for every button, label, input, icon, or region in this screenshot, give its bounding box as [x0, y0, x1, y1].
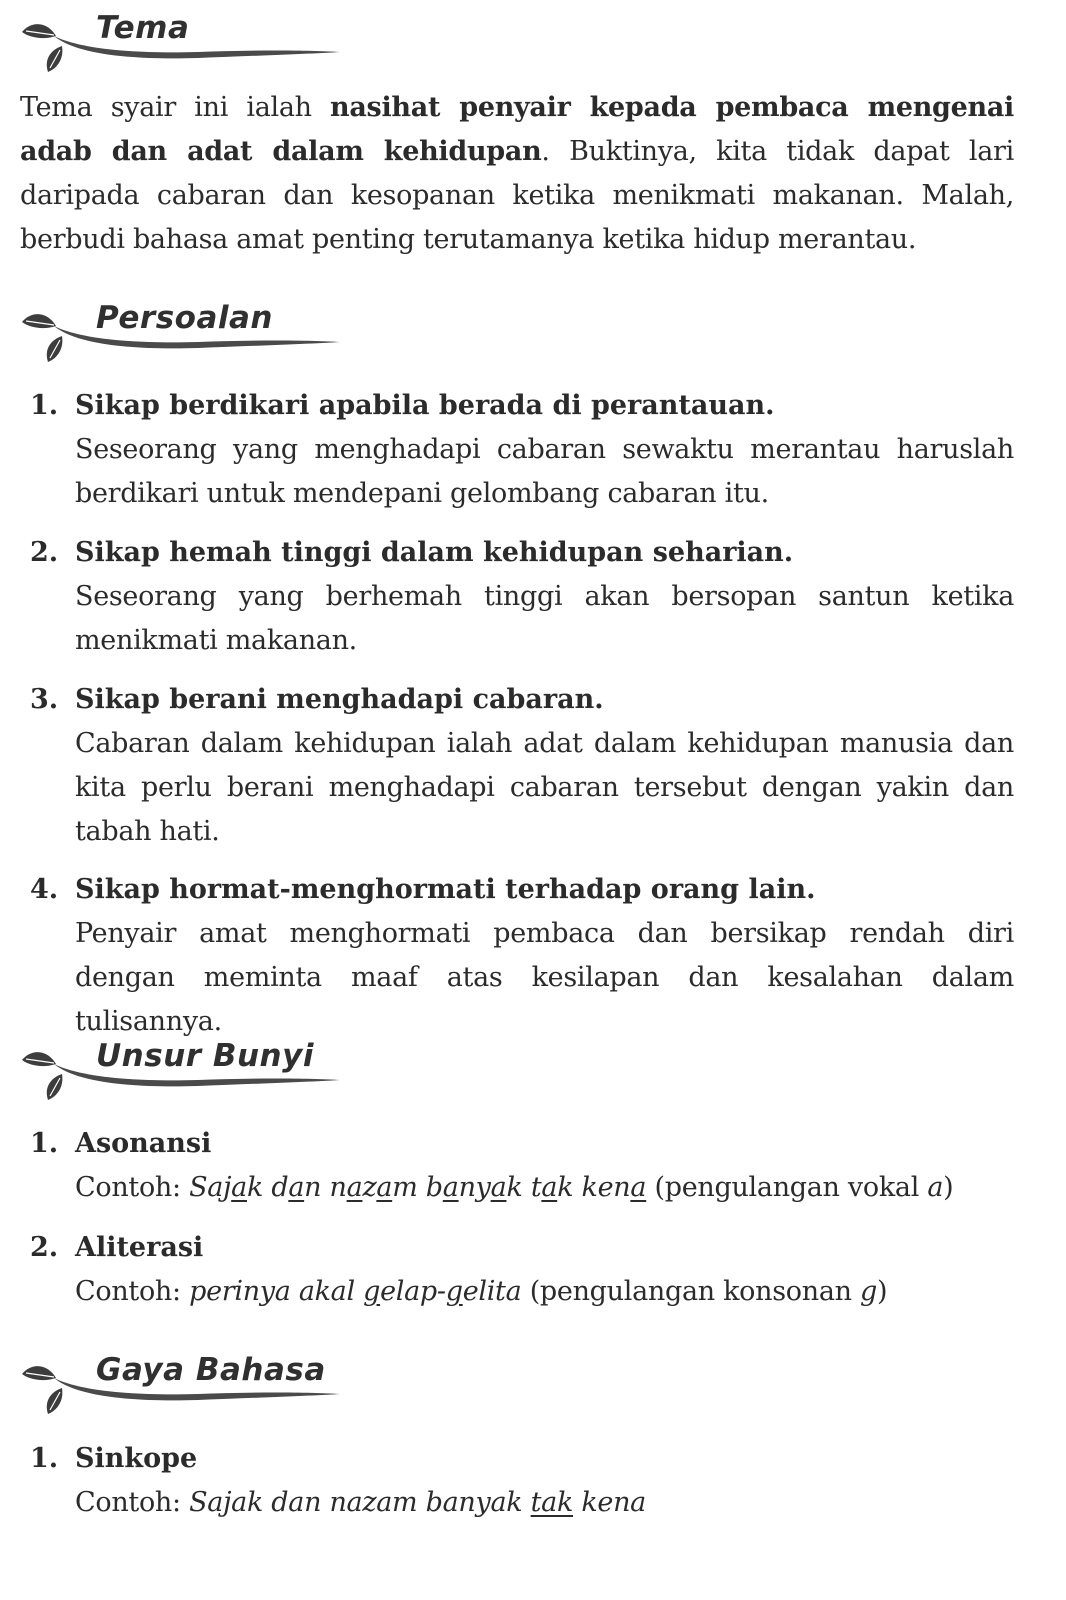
- example-note: (pengulangan vokal: [654, 1172, 928, 1203]
- item-body: Seseorang yang berhemah tinggi akan bersopan santun ketika menikmati makanan.: [75, 581, 1014, 656]
- item-title: Sikap berani menghadapi cabaran.: [75, 684, 604, 715]
- contoh-label: Contoh:: [75, 1487, 181, 1518]
- contoh-label: Contoh:: [75, 1172, 181, 1203]
- unsur-bunyi-item-aliterasi: [30, 1226, 1014, 1314]
- persoalan-item: [30, 868, 1014, 1044]
- item-title: Sikap hormat-menghormati terhadap orang lain.: [75, 874, 816, 905]
- item-title: Sinkope: [75, 1443, 198, 1474]
- item-body: [75, 1481, 1014, 1525]
- item-title: Sikap hemah tinggi dalam kehidupan seharian.: [75, 537, 794, 568]
- item-title: Sikap berdikari apabila berada di perantauan.: [75, 390, 775, 421]
- item-body: Penyair amat menghormati pembaca dan bersikap rendah diri dengan meminta maaf atas kesilapan dan kesalahan dalam tulisannya.: [75, 918, 1014, 1037]
- persoalan-item: [30, 384, 1014, 516]
- gaya-bahasa-item-sinkope: [30, 1437, 1014, 1525]
- item-body: Seseorang yang menghadapi cabaran sewaktu merantau haruslah berdikari untuk mendepani gelombang cabaran itu.: [75, 434, 1014, 509]
- persoalan-item: [30, 531, 1014, 663]
- unsur-bunyi-heading: Unsur Bunyi: [96, 1038, 314, 1074]
- persoalan-item: [30, 678, 1014, 854]
- item-number: 1.: [30, 390, 59, 421]
- item-number: 2.: [30, 1232, 59, 1263]
- item-body: Cabaran dalam kehidupan ialah adat dalam kehidupan manusia dan kita perlu berani menghadapi cabaran tersebut dengan yakin dan tabah hati.: [75, 728, 1014, 847]
- section-heading-persoalan: [18, 296, 348, 366]
- gaya-bahasa-heading: Gaya Bahasa: [96, 1352, 326, 1388]
- tema-text-bold: nasihat penyair kepada pembaca mengenai adab dan adat dalam kehidupan: [20, 92, 1014, 167]
- section-heading-gaya-bahasa: [18, 1348, 348, 1418]
- tema-paragraph: [20, 86, 1014, 262]
- section-heading-tema: [18, 6, 348, 76]
- item-number: 1.: [30, 1128, 59, 1159]
- item-number: 4.: [30, 874, 59, 905]
- item-body: Contoh: perinya akal gelap-gelita (pengulangan konsonan g): [75, 1276, 888, 1307]
- tema-heading: Tema: [96, 10, 190, 46]
- item-number: 1.: [30, 1443, 59, 1474]
- example-text: Sajak dan nazam banyak tak kena: [189, 1172, 647, 1203]
- tema-text-rest: . Buktinya, kita tidak dapat lari daripada cabaran dan kesopanan ketika menikmati makanan. Malah, berbudi bahasa amat penting terutamanya ketika hidup merantau.: [20, 136, 1014, 255]
- contoh-label: Contoh:: [75, 1276, 181, 1307]
- example-note: (pengulangan konsonan: [529, 1276, 860, 1307]
- item-title: Asonansi: [75, 1128, 212, 1159]
- persoalan-heading: Persoalan: [96, 300, 273, 336]
- tema-text-intro: Tema syair ini ialah: [20, 92, 331, 123]
- item-number: 3.: [30, 684, 59, 715]
- example-text: Sajak dan nazam banyak tak kena: [189, 1487, 646, 1518]
- item-title: Aliterasi: [75, 1232, 204, 1263]
- unsur-bunyi-item-asonansi: [30, 1122, 1014, 1210]
- item-body: Contoh: Sajak dan nazam banyak tak kena (pengulangan vokal a): [75, 1172, 954, 1203]
- section-heading-unsur-bunyi: [18, 1034, 348, 1104]
- item-number: 2.: [30, 537, 59, 568]
- example-text: perinya akal gelap-gelita: [189, 1276, 522, 1307]
